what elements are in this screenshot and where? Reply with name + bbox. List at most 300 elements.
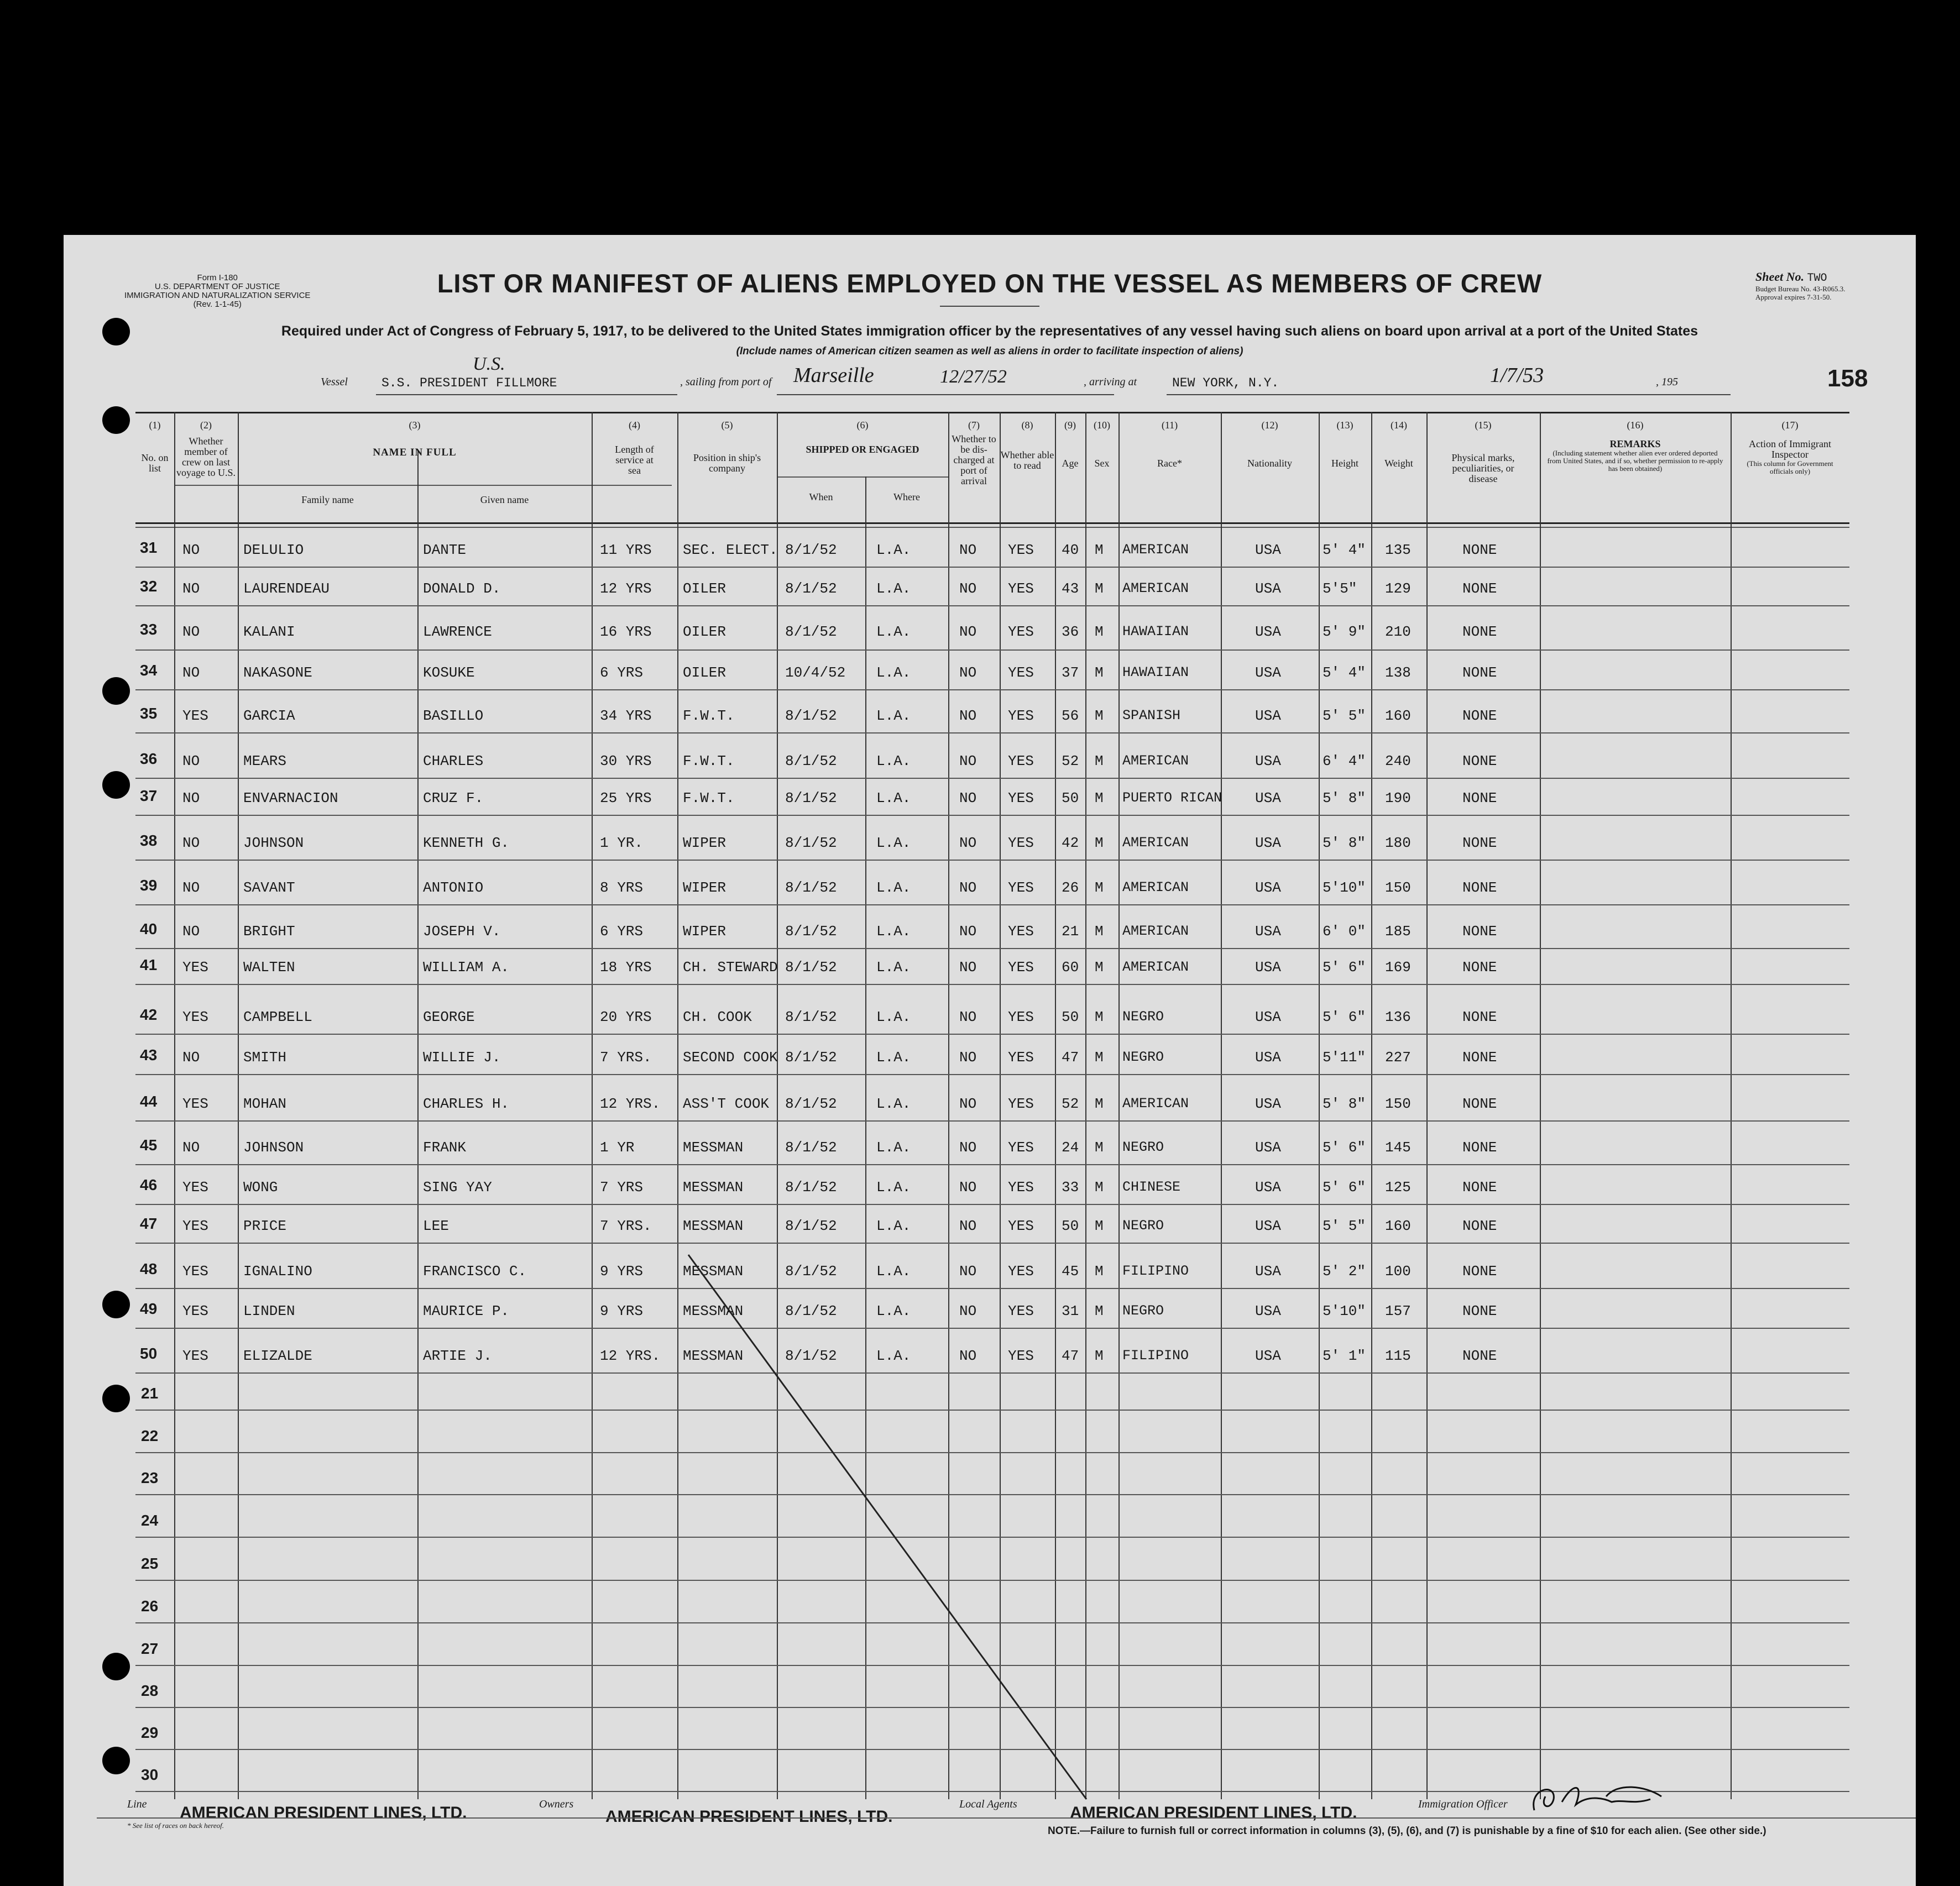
weight-cell: 150 bbox=[1385, 1096, 1411, 1112]
col17-number: (17) bbox=[1781, 420, 1799, 431]
family-name-cell: DELULIO bbox=[243, 542, 304, 558]
col9-title: Age bbox=[1062, 458, 1079, 469]
race-cell: SPANISH bbox=[1122, 708, 1181, 724]
discharged-cell: NO bbox=[959, 1263, 977, 1280]
sailing-underline bbox=[777, 394, 1114, 395]
nationality-cell: USA bbox=[1255, 1009, 1281, 1025]
family-name-cell: NAKASONE bbox=[243, 664, 312, 681]
col15-number: (15) bbox=[1475, 420, 1492, 431]
nationality-cell: USA bbox=[1255, 1096, 1281, 1112]
shipped-when-cell: 8/1/52 bbox=[785, 753, 837, 769]
shipped-where-cell: L.A. bbox=[876, 835, 911, 851]
family-name-cell: BRIGHT bbox=[243, 923, 295, 940]
col5-number: (5) bbox=[721, 420, 733, 431]
last-voyage-cell: YES bbox=[182, 1096, 208, 1112]
vessel-underline bbox=[376, 394, 677, 395]
arriving-label: , arriving at bbox=[1084, 376, 1137, 388]
shipped-when-cell: 8/1/52 bbox=[785, 959, 837, 976]
punch-hole bbox=[102, 1291, 130, 1318]
physical-marks-cell: NONE bbox=[1462, 1009, 1497, 1025]
row-number: 37 bbox=[140, 787, 158, 804]
height-cell: 5'11" bbox=[1323, 1049, 1366, 1066]
col12-number: (12) bbox=[1261, 420, 1278, 431]
family-name-cell: SMITH bbox=[243, 1049, 287, 1066]
age-cell: 36 bbox=[1062, 624, 1079, 640]
row-number: 21 bbox=[141, 1385, 159, 1402]
family-name-cell: PRICE bbox=[243, 1218, 287, 1234]
nationality-cell: USA bbox=[1255, 879, 1281, 896]
service-length-cell: 25 YRS bbox=[600, 790, 652, 806]
weight-cell: 180 bbox=[1385, 835, 1411, 851]
col2-title: Whether member of crew on last voyage to U.S. bbox=[176, 436, 236, 478]
line-label: Line bbox=[127, 1798, 147, 1810]
age-cell: 37 bbox=[1062, 664, 1079, 681]
last-voyage-cell: NO bbox=[182, 879, 200, 896]
position-cell: WIPER bbox=[683, 923, 726, 940]
sailing-label: , sailing from port of bbox=[680, 376, 772, 388]
race-cell: HAWAIIAN bbox=[1122, 624, 1189, 640]
given-name-cell: FRANK bbox=[423, 1139, 467, 1156]
height-cell: 5'10" bbox=[1323, 879, 1366, 896]
shipped-where-cell: L.A. bbox=[876, 1303, 911, 1319]
nationality-cell: USA bbox=[1255, 580, 1281, 597]
nationality-cell: USA bbox=[1255, 664, 1281, 681]
age-cell: 45 bbox=[1062, 1263, 1079, 1280]
col4-number: (4) bbox=[629, 420, 640, 431]
age-cell: 21 bbox=[1062, 923, 1079, 940]
able-to-read-cell: YES bbox=[1008, 1218, 1034, 1234]
service-length-cell: 7 YRS. bbox=[600, 1218, 652, 1234]
height-cell: 5' 6" bbox=[1323, 1009, 1366, 1025]
able-to-read-cell: YES bbox=[1008, 624, 1034, 640]
last-voyage-cell: YES bbox=[182, 959, 208, 976]
nationality-cell: USA bbox=[1255, 1218, 1281, 1234]
position-cell: SEC. ELECT. bbox=[683, 542, 778, 558]
race-cell: NEGRO bbox=[1122, 1049, 1164, 1065]
given-name-cell: KOSUKE bbox=[423, 664, 475, 681]
height-cell: 5' 2" bbox=[1323, 1263, 1366, 1280]
arrival-date: 1/7/53 bbox=[1490, 364, 1544, 387]
given-name-cell: CHARLES bbox=[423, 753, 484, 769]
col12-title: Nationality bbox=[1247, 458, 1292, 469]
row-number: 39 bbox=[140, 877, 158, 894]
requirement-text: Required under Act of Congress of February 5, 1917, to be delivered to the United States immigration officer by the representatives of any vessel having such aliens on board upon arrival at a port of the United States bbox=[281, 323, 1698, 339]
position-cell: ASS'T COOK bbox=[683, 1096, 770, 1112]
weight-cell: 100 bbox=[1385, 1263, 1411, 1280]
weight-cell: 190 bbox=[1385, 790, 1411, 806]
family-name-cell: CAMPBELL bbox=[243, 1009, 312, 1025]
sex-cell: M bbox=[1095, 790, 1104, 806]
given-name-cell: DANTE bbox=[423, 542, 467, 558]
service-length-cell: 1 YR bbox=[600, 1139, 635, 1156]
sex-cell: M bbox=[1095, 753, 1104, 769]
col14-number: (14) bbox=[1391, 420, 1407, 431]
position-cell: MESSMAN bbox=[683, 1348, 744, 1364]
discharged-cell: NO bbox=[959, 959, 977, 976]
officer-label: Immigration Officer bbox=[1418, 1798, 1508, 1810]
shipped-where-cell: L.A. bbox=[876, 1179, 911, 1196]
able-to-read-cell: YES bbox=[1008, 580, 1034, 597]
col8-number: (8) bbox=[1021, 420, 1033, 431]
row-number: 43 bbox=[140, 1046, 158, 1064]
age-cell: 52 bbox=[1062, 753, 1079, 769]
service-length-cell: 16 YRS bbox=[600, 624, 652, 640]
given-name-cell: CRUZ F. bbox=[423, 790, 484, 806]
service-length-cell: 8 YRS bbox=[600, 879, 644, 896]
last-voyage-cell: NO bbox=[182, 1139, 200, 1156]
physical-marks-cell: NONE bbox=[1462, 664, 1497, 681]
sex-cell: M bbox=[1095, 1263, 1104, 1280]
given-name-cell: ANTONIO bbox=[423, 879, 484, 896]
last-voyage-cell: YES bbox=[182, 1348, 208, 1364]
service-length-cell: 34 YRS bbox=[600, 708, 652, 724]
race-cell: AMERICAN bbox=[1122, 879, 1189, 895]
height-cell: 5' 8" bbox=[1323, 835, 1366, 851]
shipped-when-cell: 8/1/52 bbox=[785, 1049, 837, 1066]
discharged-cell: NO bbox=[959, 708, 977, 724]
vessel-handwritten-prefix: U.S. bbox=[473, 354, 505, 374]
given-name-cell: DONALD D. bbox=[423, 580, 501, 597]
shipped-when-cell: 10/4/52 bbox=[785, 664, 846, 681]
able-to-read-cell: YES bbox=[1008, 879, 1034, 896]
cancel-diagonal bbox=[135, 412, 1849, 1849]
col17-title: Action of Immigrant Inspector bbox=[1749, 438, 1831, 460]
row-number: 50 bbox=[140, 1345, 158, 1362]
footer-rule bbox=[97, 1817, 1916, 1819]
position-cell: MESSMAN bbox=[683, 1218, 744, 1234]
position-cell: CH. STEWARD bbox=[683, 959, 778, 976]
col6-number: (6) bbox=[856, 420, 869, 431]
discharged-cell: NO bbox=[959, 624, 977, 640]
discharged-cell: NO bbox=[959, 1009, 977, 1025]
department: U.S. DEPARTMENT OF JUSTICE bbox=[154, 282, 280, 291]
shipped-where-cell: L.A. bbox=[876, 624, 911, 640]
family-name-cell: ENVARNACION bbox=[243, 790, 338, 806]
age-cell: 43 bbox=[1062, 580, 1079, 597]
shipped-where-cell: L.A. bbox=[876, 664, 911, 681]
able-to-read-cell: YES bbox=[1008, 664, 1034, 681]
weight-cell: 136 bbox=[1385, 1009, 1411, 1025]
position-cell: OILER bbox=[683, 580, 726, 597]
nationality-cell: USA bbox=[1255, 790, 1281, 806]
col6-title: SHIPPED OR ENGAGED bbox=[806, 444, 919, 455]
form-number: Form I-180 bbox=[197, 273, 238, 282]
last-voyage-cell: NO bbox=[182, 1049, 200, 1066]
owners-value: AMERICAN PRESIDENT LINES, LTD. bbox=[605, 1808, 893, 1826]
sex-cell: M bbox=[1095, 1096, 1104, 1112]
nationality-cell: USA bbox=[1255, 1263, 1281, 1280]
sailing-port: Marseille bbox=[793, 364, 874, 387]
able-to-read-cell: YES bbox=[1008, 1179, 1034, 1196]
race-note: * See list of races on back hereof. bbox=[127, 1821, 224, 1830]
shipped-when-cell: 8/1/52 bbox=[785, 923, 837, 940]
height-cell: 5' 5" bbox=[1323, 1218, 1366, 1234]
discharged-cell: NO bbox=[959, 835, 977, 851]
sex-cell: M bbox=[1095, 624, 1104, 640]
physical-marks-cell: NONE bbox=[1462, 753, 1497, 769]
shipped-where-cell: L.A. bbox=[876, 1263, 911, 1280]
last-voyage-cell: YES bbox=[182, 1179, 208, 1196]
race-cell: PUERTO RICAN bbox=[1122, 790, 1222, 806]
discharged-cell: NO bbox=[959, 1348, 977, 1364]
age-cell: 40 bbox=[1062, 542, 1079, 558]
given-name-cell: LEE bbox=[423, 1218, 449, 1234]
race-cell: NEGRO bbox=[1122, 1009, 1164, 1025]
race-cell: FILIPINO bbox=[1122, 1263, 1189, 1279]
nationality-cell: USA bbox=[1255, 1348, 1281, 1364]
physical-marks-cell: NONE bbox=[1462, 1179, 1497, 1196]
age-cell: 33 bbox=[1062, 1179, 1079, 1196]
given-name-cell: FRANCISCO C. bbox=[423, 1263, 527, 1280]
col3-title: NAME IN FULL bbox=[373, 447, 457, 458]
shipped-where-cell: L.A. bbox=[876, 959, 911, 976]
service-length-cell: 30 YRS bbox=[600, 753, 652, 769]
family-name-cell: KALANI bbox=[243, 624, 295, 640]
last-voyage-cell: YES bbox=[182, 708, 208, 724]
weight-cell: 240 bbox=[1385, 753, 1411, 769]
agents-value: AMERICAN PRESIDENT LINES, LTD. bbox=[1070, 1804, 1357, 1822]
age-cell: 47 bbox=[1062, 1348, 1079, 1364]
position-cell: F.W.T. bbox=[683, 708, 735, 724]
col4-title: Length of service at sea bbox=[615, 444, 654, 476]
physical-marks-cell: NONE bbox=[1462, 1096, 1497, 1112]
sex-cell: M bbox=[1095, 1179, 1104, 1196]
service-length-cell: 6 YRS bbox=[600, 923, 644, 940]
age-cell: 26 bbox=[1062, 879, 1079, 896]
family-name-cell: SAVANT bbox=[243, 879, 295, 896]
age-cell: 56 bbox=[1062, 708, 1079, 724]
row-number: 33 bbox=[140, 621, 158, 638]
nationality-cell: USA bbox=[1255, 624, 1281, 640]
service-length-cell: 7 YRS bbox=[600, 1179, 644, 1196]
age-cell: 60 bbox=[1062, 959, 1079, 976]
family-name-cell: ELIZALDE bbox=[243, 1348, 312, 1364]
row-number: 28 bbox=[141, 1682, 159, 1699]
height-cell: 6' 0" bbox=[1323, 923, 1366, 940]
col1-number: (1) bbox=[149, 420, 161, 431]
shipped-when-cell: 8/1/52 bbox=[785, 1096, 837, 1112]
height-cell: 5'5" bbox=[1323, 580, 1357, 597]
weight-cell: 157 bbox=[1385, 1303, 1411, 1319]
col15-title: Physical marks, peculiarities, or disease bbox=[1451, 452, 1515, 484]
row-number: 46 bbox=[140, 1176, 158, 1193]
nationality-cell: USA bbox=[1255, 708, 1281, 724]
given-name-cell: WILLIAM A. bbox=[423, 959, 510, 976]
last-voyage-cell: NO bbox=[182, 542, 200, 558]
service-length-cell: 9 YRS bbox=[600, 1303, 644, 1319]
height-cell: 5' 1" bbox=[1323, 1348, 1366, 1364]
physical-marks-cell: NONE bbox=[1462, 923, 1497, 940]
shipped-when-cell: 8/1/52 bbox=[785, 580, 837, 597]
shipped-where-cell: L.A. bbox=[876, 1139, 911, 1156]
row-number: 38 bbox=[140, 832, 158, 849]
col16-title: REMARKS bbox=[1609, 438, 1661, 449]
position-cell: OILER bbox=[683, 624, 726, 640]
nationality-cell: USA bbox=[1255, 1049, 1281, 1066]
given-name-header: Given name bbox=[480, 494, 529, 505]
height-cell: 5' 9" bbox=[1323, 624, 1366, 640]
col5-title: Position in ship's company bbox=[693, 452, 761, 474]
sex-cell: M bbox=[1095, 542, 1104, 558]
family-name-cell: GARCIA bbox=[243, 708, 295, 724]
page-title: LIST OR MANIFEST OF ALIENS EMPLOYED ON THE VESSEL AS MEMBERS OF CREW bbox=[437, 269, 1543, 298]
race-cell: NEGRO bbox=[1122, 1139, 1164, 1155]
vessel-label: Vessel bbox=[321, 376, 348, 388]
weight-cell: 210 bbox=[1385, 624, 1411, 640]
family-name-cell: JOHNSON bbox=[243, 1139, 304, 1156]
weight-cell: 145 bbox=[1385, 1139, 1411, 1156]
shipped-where-cell: L.A. bbox=[876, 1348, 911, 1364]
discharged-cell: NO bbox=[959, 580, 977, 597]
year-suffix: , 195 bbox=[1656, 376, 1678, 388]
able-to-read-cell: YES bbox=[1008, 1303, 1034, 1319]
shipped-when-cell: 8/1/52 bbox=[785, 708, 837, 724]
weight-cell: 160 bbox=[1385, 1218, 1411, 1234]
last-voyage-cell: YES bbox=[182, 1263, 208, 1280]
row-number: 32 bbox=[140, 578, 158, 595]
weight-cell: 129 bbox=[1385, 580, 1411, 597]
shipped-where-cell: L.A. bbox=[876, 1009, 911, 1025]
family-name-cell: IGNALINO bbox=[243, 1263, 312, 1280]
height-cell: 6' 4" bbox=[1323, 753, 1366, 769]
sex-cell: M bbox=[1095, 1009, 1104, 1025]
given-name-cell: ARTIE J. bbox=[423, 1348, 492, 1364]
height-cell: 5' 6" bbox=[1323, 1139, 1366, 1156]
approval-expiry: Approval expires 7-31-50. bbox=[1755, 293, 1832, 301]
line-value: AMERICAN PRESIDENT LINES, LTD. bbox=[180, 1804, 467, 1822]
able-to-read-cell: YES bbox=[1008, 1348, 1034, 1364]
race-cell: AMERICAN bbox=[1122, 580, 1189, 596]
col11-title: Race* bbox=[1157, 458, 1182, 469]
nationality-cell: USA bbox=[1255, 1303, 1281, 1319]
punch-hole bbox=[102, 1385, 130, 1412]
service-length-cell: 1 YR. bbox=[600, 835, 644, 851]
service-length-cell: 7 YRS. bbox=[600, 1049, 652, 1066]
race-cell: AMERICAN bbox=[1122, 959, 1189, 975]
sex-cell: M bbox=[1095, 1139, 1104, 1156]
physical-marks-cell: NONE bbox=[1462, 1303, 1497, 1319]
last-voyage-cell: YES bbox=[182, 1218, 208, 1234]
height-cell: 5' 4" bbox=[1323, 664, 1366, 681]
position-cell: MESSMAN bbox=[683, 1263, 744, 1280]
family-name-cell: WALTEN bbox=[243, 959, 295, 976]
family-name-cell: LINDEN bbox=[243, 1303, 295, 1319]
discharged-cell: NO bbox=[959, 1139, 977, 1156]
discharged-cell: NO bbox=[959, 1218, 977, 1234]
physical-marks-cell: NONE bbox=[1462, 1348, 1497, 1364]
revision: (Rev. 1-1-45) bbox=[193, 300, 242, 309]
col10-title: Sex bbox=[1094, 458, 1110, 469]
height-cell: 5' 8" bbox=[1323, 790, 1366, 806]
height-cell: 5' 8" bbox=[1323, 1096, 1366, 1112]
age-cell: 50 bbox=[1062, 1009, 1079, 1025]
last-voyage-cell: NO bbox=[182, 835, 200, 851]
family-name-cell: MOHAN bbox=[243, 1096, 287, 1112]
row-number: 35 bbox=[140, 705, 158, 722]
weight-cell: 185 bbox=[1385, 923, 1411, 940]
given-name-cell: MAURICE P. bbox=[423, 1303, 510, 1319]
col13-number: (13) bbox=[1336, 420, 1353, 431]
discharged-cell: NO bbox=[959, 1049, 977, 1066]
nationality-cell: USA bbox=[1255, 542, 1281, 558]
col1-title: No. on list bbox=[141, 452, 169, 474]
physical-marks-cell: NONE bbox=[1462, 1139, 1497, 1156]
race-cell: HAWAIIAN bbox=[1122, 664, 1189, 680]
physical-marks-cell: NONE bbox=[1462, 580, 1497, 597]
position-cell: MESSMAN bbox=[683, 1179, 744, 1196]
able-to-read-cell: YES bbox=[1008, 1009, 1034, 1025]
position-cell: OILER bbox=[683, 664, 726, 681]
row-number: 26 bbox=[141, 1597, 159, 1615]
col2-number: (2) bbox=[200, 420, 212, 431]
age-cell: 52 bbox=[1062, 1096, 1079, 1112]
row-number: 23 bbox=[141, 1469, 159, 1486]
height-cell: 5' 6" bbox=[1323, 959, 1366, 976]
race-cell: AMERICAN bbox=[1122, 753, 1189, 769]
manifest-sheet bbox=[64, 235, 1916, 1886]
budget-bureau: Budget Bureau No. 43-R065.3. bbox=[1755, 285, 1846, 293]
service-length-cell: 18 YRS bbox=[600, 959, 652, 976]
row-number: 48 bbox=[140, 1260, 158, 1277]
able-to-read-cell: YES bbox=[1008, 790, 1034, 806]
row-number: 36 bbox=[140, 750, 158, 767]
given-name-cell: CHARLES H. bbox=[423, 1096, 510, 1112]
last-voyage-cell: NO bbox=[182, 790, 200, 806]
able-to-read-cell: YES bbox=[1008, 959, 1034, 976]
race-cell: NEGRO bbox=[1122, 1218, 1164, 1234]
shipped-where-cell: L.A. bbox=[876, 1049, 911, 1066]
arriving-underline bbox=[1167, 394, 1731, 395]
able-to-read-cell: YES bbox=[1008, 923, 1034, 940]
row-number: 49 bbox=[140, 1300, 158, 1317]
where-header: Where bbox=[893, 491, 920, 502]
shipped-when-cell: 8/1/52 bbox=[785, 1303, 837, 1319]
nationality-cell: USA bbox=[1255, 1179, 1281, 1196]
punch-hole bbox=[102, 771, 130, 799]
shipped-when-cell: 8/1/52 bbox=[785, 1179, 837, 1196]
given-name-cell: JOSEPH V. bbox=[423, 923, 501, 940]
nationality-cell: USA bbox=[1255, 835, 1281, 851]
sex-cell: M bbox=[1095, 664, 1104, 681]
when-header: When bbox=[809, 491, 833, 502]
shipped-where-cell: L.A. bbox=[876, 1218, 911, 1234]
punch-hole bbox=[102, 1747, 130, 1774]
shipped-where-cell: L.A. bbox=[876, 790, 911, 806]
col8-title: Whether able to read bbox=[1000, 449, 1054, 471]
weight-cell: 115 bbox=[1385, 1348, 1411, 1364]
col9-number: (9) bbox=[1064, 420, 1076, 431]
row-number: 30 bbox=[141, 1766, 159, 1783]
race-cell: AMERICAN bbox=[1122, 923, 1189, 939]
sex-cell: M bbox=[1095, 1348, 1104, 1364]
row-number: 25 bbox=[141, 1555, 159, 1572]
age-cell: 47 bbox=[1062, 1049, 1079, 1066]
age-cell: 50 bbox=[1062, 1218, 1079, 1234]
age-cell: 31 bbox=[1062, 1303, 1079, 1319]
sheet-number-block bbox=[1755, 271, 1845, 301]
shipped-where-cell: L.A. bbox=[876, 1096, 911, 1112]
given-name-cell: WILLIE J. bbox=[423, 1049, 501, 1066]
last-voyage-cell: NO bbox=[182, 923, 200, 940]
col14-title: Weight bbox=[1384, 458, 1413, 469]
given-name-cell: SING YAY bbox=[423, 1179, 492, 1196]
col17-subtitle: (This column for Government officials only) bbox=[1747, 459, 1833, 475]
last-voyage-cell: NO bbox=[182, 580, 200, 597]
shipped-when-cell: 8/1/52 bbox=[785, 1218, 837, 1234]
shipped-when-cell: 8/1/52 bbox=[785, 879, 837, 896]
discharged-cell: NO bbox=[959, 1179, 977, 1196]
punch-hole bbox=[102, 406, 130, 434]
